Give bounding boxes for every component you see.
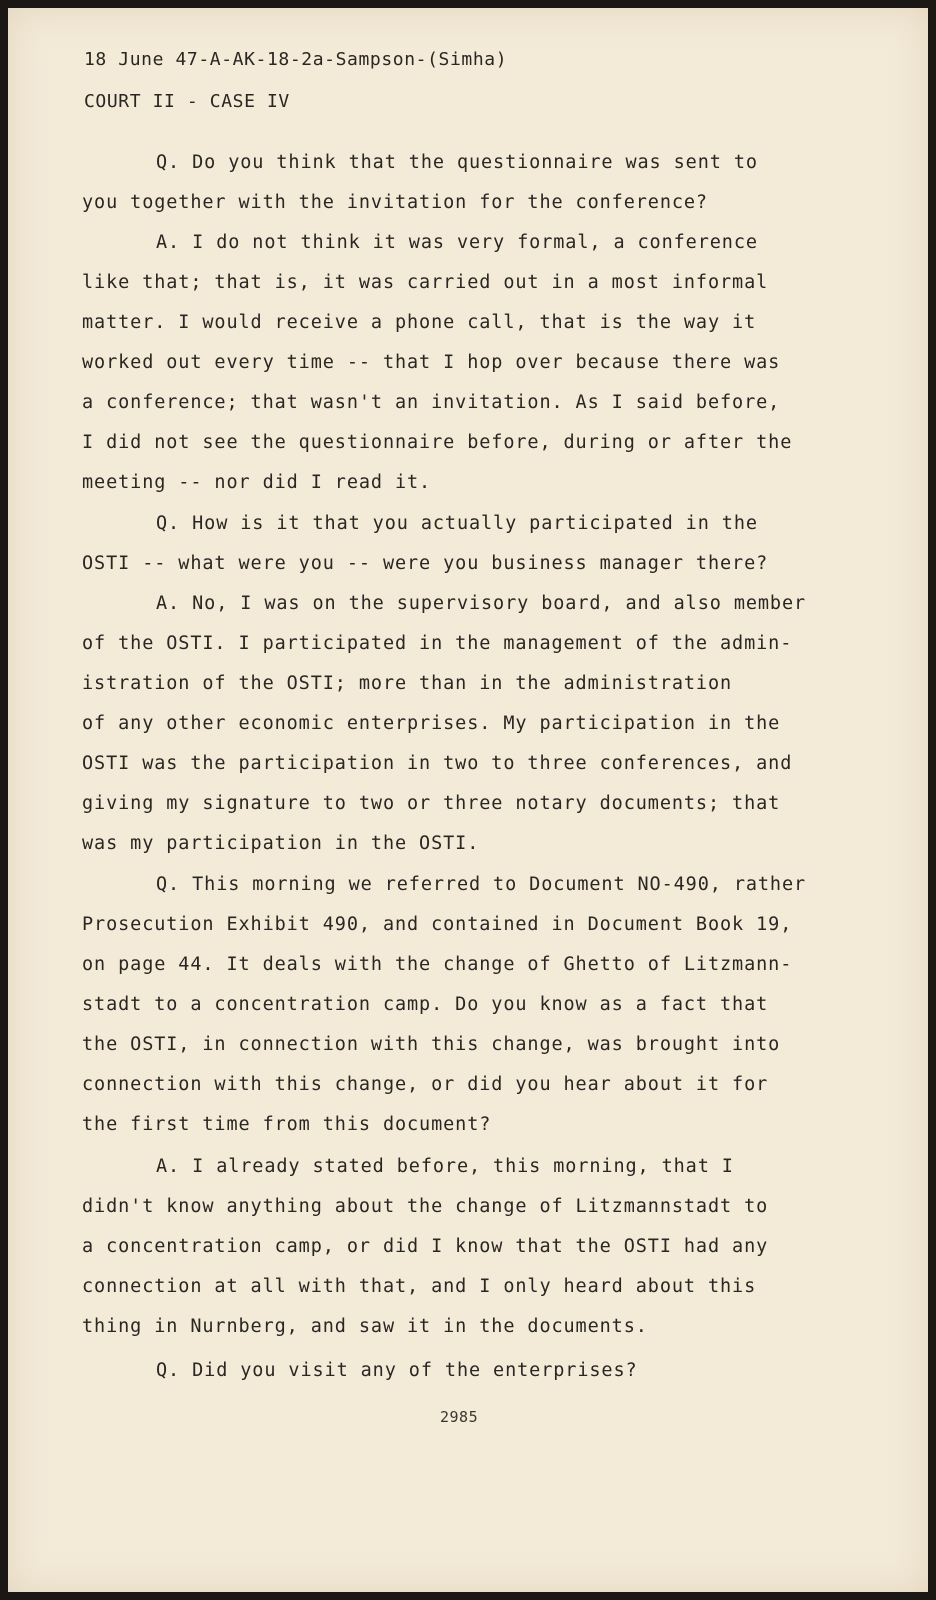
transcript-line: a concentration camp, or did I know that the OSTI had any <box>82 1236 769 1257</box>
transcript-line: didn't know anything about the change of Litzmannstadt to <box>82 1196 769 1217</box>
transcript-line: OSTI was the participation in two to three conferences, and <box>82 753 793 774</box>
transcript-line: OSTI -- what were you -- were you business manager there? <box>82 553 769 574</box>
court-case-heading: COURT II - CASE IV <box>84 91 290 112</box>
transcript-line: a conference; that wasn't an invitation. As I said before, <box>82 392 781 413</box>
transcript-line: Q. Do you think that the questionnaire was sent to <box>156 152 758 173</box>
transcript-line: on page 44. It deals with the change of Ghetto of Litzmann- <box>82 954 793 975</box>
transcript-line: worked out every time -- that I hop over because there was <box>82 352 781 373</box>
transcript-line: Q. How is it that you actually participated in the <box>156 513 758 534</box>
transcript-line: A. I already stated before, this morning, that I <box>156 1156 734 1177</box>
transcript-line: the OSTI, in connection with this change, was brought into <box>82 1034 781 1055</box>
transcript-line: thing in Nurnberg, and saw it in the documents. <box>82 1316 648 1337</box>
transcript-line: meeting -- nor did I read it. <box>82 472 432 493</box>
transcript-line: like that; that is, it was carried out in a most informal <box>82 272 769 293</box>
page-number: 2985 <box>440 1408 479 1426</box>
transcript-line: matter. I would receive a phone call, that is the way it <box>82 312 757 333</box>
transcript-line: A. I do not think it was very formal, a conference <box>156 232 758 253</box>
transcript-line: connection at all with that, and I only heard about this <box>82 1276 757 1297</box>
transcript-line: Q. This morning we referred to Document NO-490, rather <box>156 874 807 895</box>
transcript-line: of any other economic enterprises. My participation in the <box>82 713 781 734</box>
transcript-line: istration of the OSTI; more than in the administration <box>82 673 733 694</box>
document-page <box>8 8 928 1592</box>
transcript-line: Prosecution Exhibit 490, and contained in Document Book 19, <box>82 914 793 935</box>
transcript-line: of the OSTI. I participated in the management of the admin- <box>82 633 793 654</box>
document-reference: 18 June 47-A-AK-18-2a-Sampson-(Simha) <box>84 49 508 70</box>
transcript-line: was my participation in the OSTI. <box>82 833 480 854</box>
transcript-line: Q. Did you visit any of the enterprises? <box>156 1360 638 1381</box>
transcript-line: the first time from this document? <box>82 1114 492 1135</box>
transcript-line: giving my signature to two or three notary documents; that <box>82 793 781 814</box>
transcript-line: connection with this change, or did you hear about it for <box>82 1074 769 1095</box>
transcript-line: A. No, I was on the supervisory board, and also member <box>156 593 807 614</box>
transcript-line: I did not see the questionnaire before, during or after the <box>82 432 793 453</box>
transcript-line: stadt to a concentration camp. Do you know as a fact that <box>82 994 769 1015</box>
transcript-line: you together with the invitation for the conference? <box>82 192 708 213</box>
